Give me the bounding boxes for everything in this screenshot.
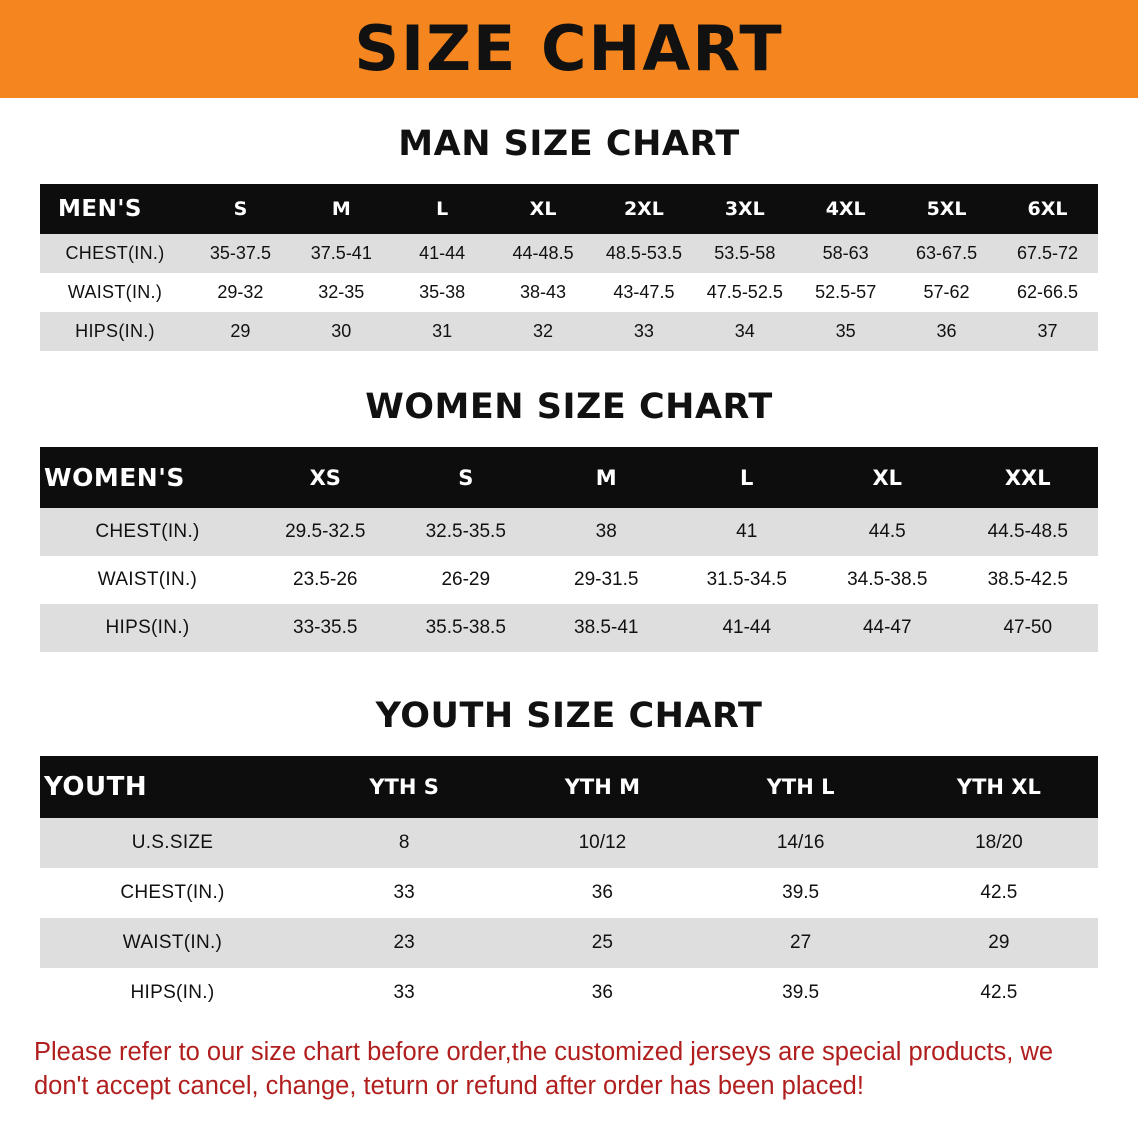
women-col-0: XS bbox=[255, 447, 396, 508]
men-r1c6: 52.5-57 bbox=[795, 273, 896, 312]
table-row bbox=[40, 604, 1098, 652]
women-r2c5: 47-50 bbox=[958, 604, 1099, 652]
youth-r1c1: 36 bbox=[503, 868, 701, 918]
table-row bbox=[40, 918, 1098, 968]
men-r0c1: 37.5-41 bbox=[291, 234, 392, 273]
women-r2c4: 44-47 bbox=[817, 604, 958, 652]
youth-chart-wrap bbox=[0, 756, 1138, 1018]
men-col-8: 6XL bbox=[997, 184, 1098, 234]
men-r0c7: 63-67.5 bbox=[896, 234, 997, 273]
youth-r0c2: 14/16 bbox=[702, 818, 900, 868]
table-row bbox=[40, 968, 1098, 1018]
men-r1c5: 47.5-52.5 bbox=[694, 273, 795, 312]
youth-col-1: YTH M bbox=[503, 756, 701, 818]
men-col-1: M bbox=[291, 184, 392, 234]
men-r2c0: 29 bbox=[190, 312, 291, 351]
men-corner-label: MEN'S bbox=[40, 184, 190, 234]
women-chart-wrap bbox=[0, 447, 1138, 652]
youth-section-title: YOUTH SIZE CHART bbox=[375, 696, 763, 736]
youth-row-0-label: U.S.SIZE bbox=[40, 818, 305, 868]
table-row bbox=[40, 234, 1098, 273]
men-r2c1: 30 bbox=[291, 312, 392, 351]
youth-row-3-label: HIPS(IN.) bbox=[40, 968, 305, 1018]
men-row-0-label: CHEST(IN.) bbox=[40, 234, 190, 273]
youth-col-3: YTH XL bbox=[900, 756, 1098, 818]
men-r1c2: 35-38 bbox=[392, 273, 493, 312]
youth-r1c2: 39.5 bbox=[702, 868, 900, 918]
youth-r0c1: 10/12 bbox=[503, 818, 701, 868]
women-r1c0: 23.5-26 bbox=[255, 556, 396, 604]
men-r2c8: 37 bbox=[997, 312, 1098, 351]
men-r2c2: 31 bbox=[392, 312, 493, 351]
women-r1c1: 26-29 bbox=[396, 556, 537, 604]
women-r1c4: 34.5-38.5 bbox=[817, 556, 958, 604]
men-r1c0: 29-32 bbox=[190, 273, 291, 312]
youth-r2c3: 29 bbox=[900, 918, 1098, 968]
men-col-5: 3XL bbox=[694, 184, 795, 234]
table-row bbox=[40, 312, 1098, 351]
men-r0c2: 41-44 bbox=[392, 234, 493, 273]
man-section-title: MAN SIZE CHART bbox=[398, 124, 740, 164]
men-row-2-label: HIPS(IN.) bbox=[40, 312, 190, 351]
women-r2c3: 41-44 bbox=[677, 604, 818, 652]
men-r0c4: 48.5-53.5 bbox=[594, 234, 695, 273]
men-r0c5: 53.5-58 bbox=[694, 234, 795, 273]
men-size-table bbox=[40, 184, 1098, 351]
men-r2c4: 33 bbox=[594, 312, 695, 351]
youth-row-2-label: WAIST(IN.) bbox=[40, 918, 305, 968]
women-r2c1: 35.5-38.5 bbox=[396, 604, 537, 652]
table-header-row bbox=[40, 184, 1098, 234]
men-r0c0: 35-37.5 bbox=[190, 234, 291, 273]
youth-r1c3: 42.5 bbox=[900, 868, 1098, 918]
women-section-title: WOMEN SIZE CHART bbox=[365, 387, 773, 427]
youth-r3c1: 36 bbox=[503, 968, 701, 1018]
women-col-1: S bbox=[396, 447, 537, 508]
youth-col-2: YTH L bbox=[702, 756, 900, 818]
women-r0c2: 38 bbox=[536, 508, 677, 556]
youth-col-0: YTH S bbox=[305, 756, 503, 818]
women-r0c0: 29.5-32.5 bbox=[255, 508, 396, 556]
men-r1c3: 38-43 bbox=[493, 273, 594, 312]
men-col-2: L bbox=[392, 184, 493, 234]
youth-r0c3: 18/20 bbox=[900, 818, 1098, 868]
women-corner-label: WOMEN'S bbox=[40, 447, 255, 508]
women-r1c2: 29-31.5 bbox=[536, 556, 677, 604]
table-header-row bbox=[40, 447, 1098, 508]
women-col-2: M bbox=[536, 447, 677, 508]
table-row bbox=[40, 273, 1098, 312]
youth-r3c0: 33 bbox=[305, 968, 503, 1018]
women-row-2-label: HIPS(IN.) bbox=[40, 604, 255, 652]
women-r2c2: 38.5-41 bbox=[536, 604, 677, 652]
men-r1c7: 57-62 bbox=[896, 273, 997, 312]
women-r0c3: 41 bbox=[677, 508, 818, 556]
women-size-table bbox=[40, 447, 1098, 652]
women-r1c5: 38.5-42.5 bbox=[958, 556, 1099, 604]
men-r2c7: 36 bbox=[896, 312, 997, 351]
disclaimer-note: Please refer to our size chart before order,the customized jerseys are special products, we don't accept cancel, change, teturn or refund after order has been placed! bbox=[34, 1038, 1054, 1100]
table-row bbox=[40, 508, 1098, 556]
men-col-6: 4XL bbox=[795, 184, 896, 234]
page-banner bbox=[0, 0, 1138, 98]
women-row-1-label: WAIST(IN.) bbox=[40, 556, 255, 604]
men-r0c8: 67.5-72 bbox=[997, 234, 1098, 273]
youth-r3c3: 42.5 bbox=[900, 968, 1098, 1018]
women-col-4: XL bbox=[817, 447, 958, 508]
women-r0c4: 44.5 bbox=[817, 508, 958, 556]
men-col-0: S bbox=[190, 184, 291, 234]
men-r2c3: 32 bbox=[493, 312, 594, 351]
women-r2c0: 33-35.5 bbox=[255, 604, 396, 652]
men-col-7: 5XL bbox=[896, 184, 997, 234]
youth-size-table bbox=[40, 756, 1098, 1018]
page-title: SIZE CHART bbox=[354, 12, 784, 85]
men-r1c8: 62-66.5 bbox=[997, 273, 1098, 312]
men-row-1-label: WAIST(IN.) bbox=[40, 273, 190, 312]
men-r1c4: 43-47.5 bbox=[594, 273, 695, 312]
man-chart-wrap bbox=[0, 184, 1138, 351]
table-header-row bbox=[40, 756, 1098, 818]
youth-r2c1: 25 bbox=[503, 918, 701, 968]
youth-row-1-label: CHEST(IN.) bbox=[40, 868, 305, 918]
youth-corner-label: YOUTH bbox=[40, 756, 305, 818]
youth-r0c0: 8 bbox=[305, 818, 503, 868]
table-row bbox=[40, 868, 1098, 918]
youth-r1c0: 33 bbox=[305, 868, 503, 918]
women-r1c3: 31.5-34.5 bbox=[677, 556, 818, 604]
men-r0c6: 58-63 bbox=[795, 234, 896, 273]
youth-r2c2: 27 bbox=[702, 918, 900, 968]
men-r1c1: 32-35 bbox=[291, 273, 392, 312]
youth-r3c2: 39.5 bbox=[702, 968, 900, 1018]
men-col-3: XL bbox=[493, 184, 594, 234]
women-col-3: L bbox=[677, 447, 818, 508]
table-row bbox=[40, 818, 1098, 868]
youth-r2c0: 23 bbox=[305, 918, 503, 968]
men-col-4: 2XL bbox=[594, 184, 695, 234]
table-row bbox=[40, 556, 1098, 604]
women-row-0-label: CHEST(IN.) bbox=[40, 508, 255, 556]
men-r2c6: 35 bbox=[795, 312, 896, 351]
women-r0c1: 32.5-35.5 bbox=[396, 508, 537, 556]
women-r0c5: 44.5-48.5 bbox=[958, 508, 1099, 556]
men-r0c3: 44-48.5 bbox=[493, 234, 594, 273]
men-r2c5: 34 bbox=[694, 312, 795, 351]
women-col-5: XXL bbox=[958, 447, 1099, 508]
